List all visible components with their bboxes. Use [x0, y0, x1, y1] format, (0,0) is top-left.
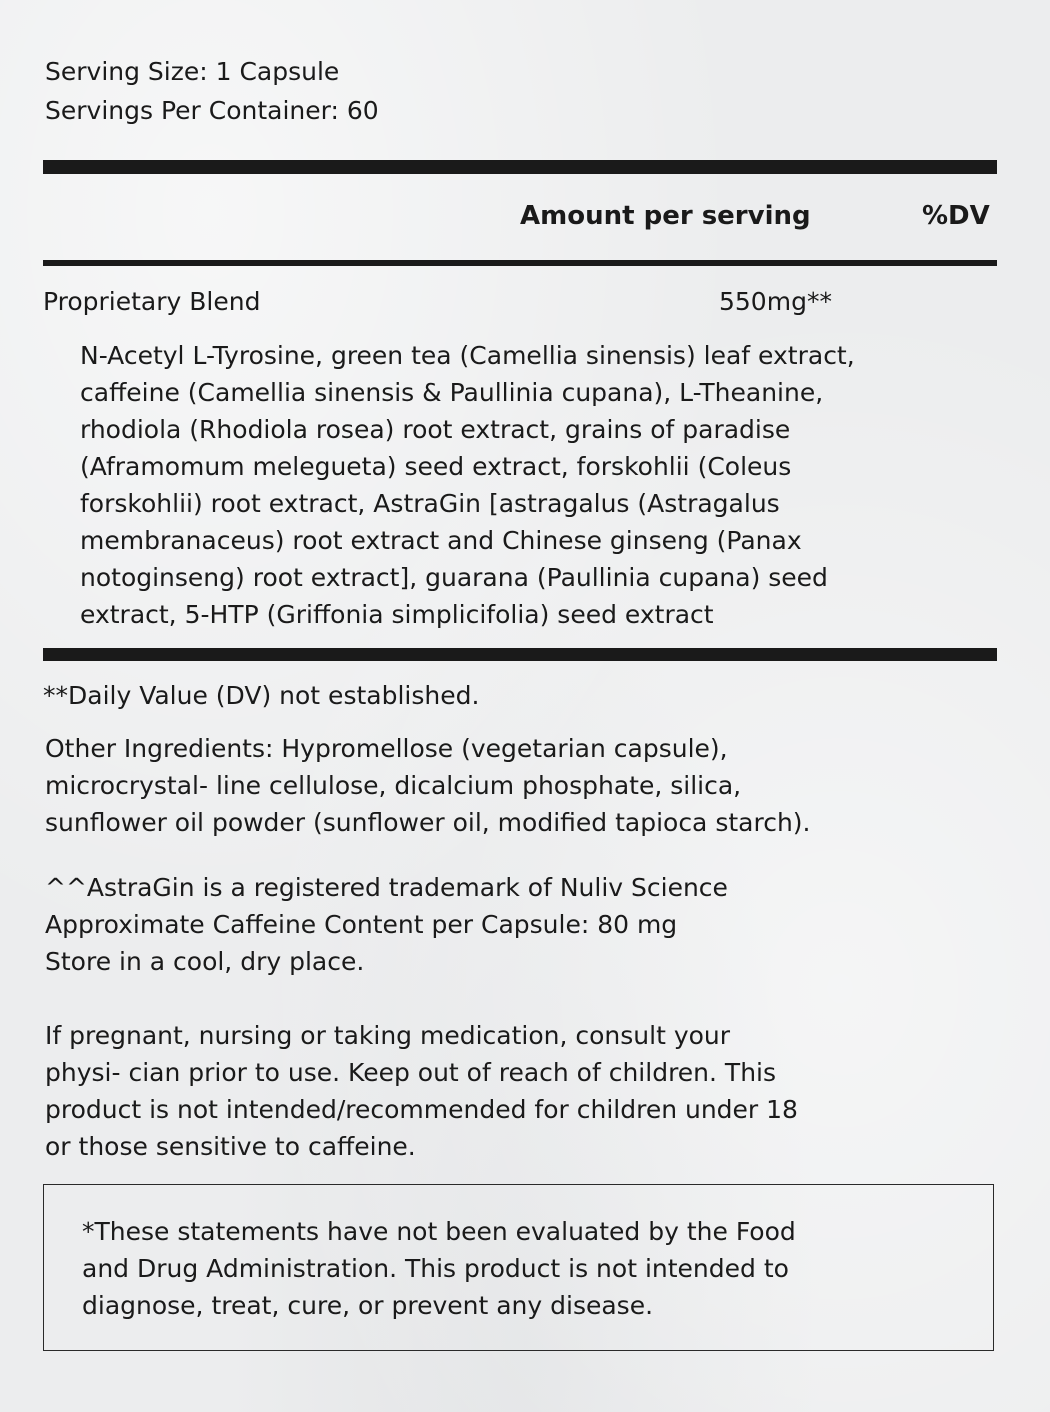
other-ingredients-line: Other Ingredients: Hypromellose (vegetarian capsule), [45, 734, 728, 763]
other-ingredients-line: microcrystal- line cellulose, dicalcium phosphate, silica, [45, 771, 742, 800]
top-thick-rule [43, 160, 997, 174]
blend-ingredient-line: N-Acetyl L-Tyrosine, green tea (Camellia sinensis) leaf extract, [80, 341, 855, 370]
bottom-thick-rule [43, 648, 997, 661]
warning-line: or those sensitive to caffeine. [45, 1132, 416, 1161]
caffeine-note: Approximate Caffeine Content per Capsule: 80 mg [45, 910, 678, 939]
servings-per-container: Servings Per Container: 60 [45, 96, 379, 125]
trademark-note: ^^AstraGin is a registered trademark of Nuliv Science [45, 873, 728, 902]
notes [45, 869, 728, 980]
blend-amount: 550mg** [719, 287, 832, 316]
dv-footnote: **Daily Value (DV) not established. [43, 681, 480, 710]
storage-note: Store in a cool, dry place. [45, 947, 365, 976]
blend-ingredient-line: membranaceus) root extract and Chinese ginseng (Panax [80, 526, 802, 555]
other-ingredients-line: sunflower oil powder (sunflower oil, modified tapioca starch). [45, 808, 811, 837]
fda-line: diagnose, treat, cure, or prevent any disease. [82, 1291, 654, 1320]
blend-ingredient-line: caffeine (Camellia sinensis & Paullinia cupana), L-Theanine, [80, 378, 824, 407]
other-ingredients [45, 730, 811, 841]
header-rule [43, 260, 997, 266]
blend-ingredients [80, 337, 855, 633]
blend-ingredient-line: forskohlii) root extract, AstraGin [astragalus (Astragalus [80, 489, 780, 518]
warning-line: physi- cian prior to use. Keep out of reach of children. This [45, 1058, 777, 1087]
fda-line: *These statements have not been evaluated by the Food [82, 1217, 796, 1246]
serving-size: Serving Size: 1 Capsule [45, 57, 340, 86]
blend-name: Proprietary Blend [43, 287, 261, 316]
fda-line: and Drug Administration. This product is not intended to [82, 1254, 789, 1283]
warning-line: If pregnant, nursing or taking medication, consult your [45, 1021, 731, 1050]
blend-ingredient-line: (Aframomum melegueta) seed extract, forskohlii (Coleus [80, 452, 792, 481]
blend-ingredient-line: rhodiola (Rhodiola rosea) root extract, grains of paradise [80, 415, 791, 444]
dv-header: %DV [922, 201, 990, 231]
warning-text [45, 1017, 798, 1165]
blend-ingredient-line: notoginseng) root extract], guarana (Paullinia cupana) seed [80, 563, 828, 592]
blend-ingredient-line: extract, 5-HTP (Griffonia simplicifolia) seed extract [80, 600, 714, 629]
amount-per-serving-header: Amount per serving [520, 201, 811, 231]
fda-disclaimer-text [82, 1213, 796, 1324]
warning-line: product is not intended/recommended for children under 18 [45, 1095, 798, 1124]
